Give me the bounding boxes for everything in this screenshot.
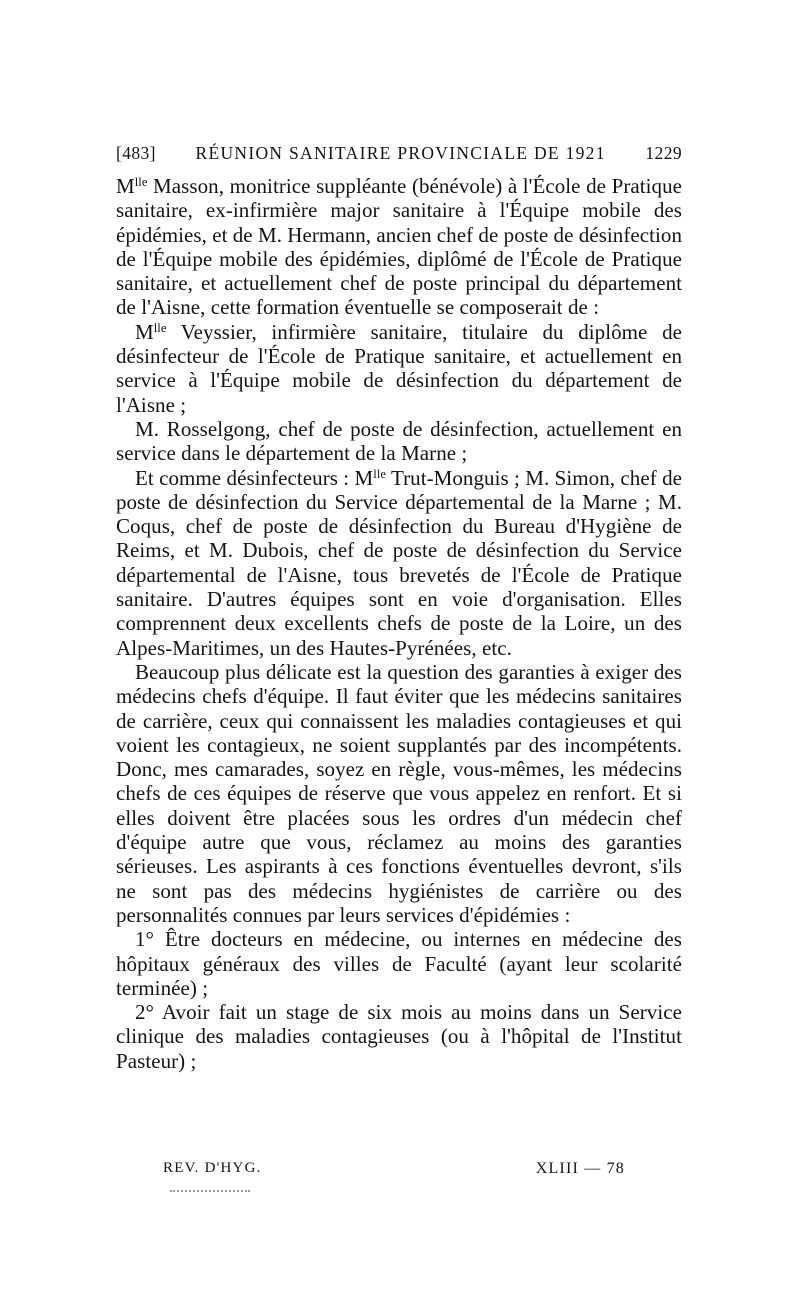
paragraph: [116, 174, 682, 320]
paragraph-text: Beaucoup plus délicate est la question des garanties à exiger des médecins chefs d'équipe. Il faut éviter que les médecins sanitaires de carrière, ceux qui connaissent les maladies contagieuses et qui voient les contagieux, ne soient supplantés par des incompétents. Donc, mes camarades, soyez en règle, vous-mêmes, les médecins chefs de ces équipes de réserve que vous appelez en renfort. Et si elles doivent être placées sous les ordres d'un médecin chef d'équipe autre que vous, réclamez au moins des garanties sérieuses. Les aspirants à ces fonctions éventuelles devront, s'ils ne sont pas des médecins hygiénistes de carrière ou des personnalités connues par leurs services d'épidémies :: [116, 659, 682, 927]
sheet-signature: XLIII — 78: [535, 1160, 625, 1177]
paragraph: [116, 927, 682, 1000]
running-title: RÉUNION SANITAIRE PROVINCIALE DE 1921: [195, 143, 606, 163]
paragraph: [116, 1000, 682, 1073]
printer-signature: REV. D'HYG.: [163, 1160, 262, 1176]
title-abbreviation: lle: [153, 320, 167, 335]
article-reference: [483]: [116, 143, 156, 163]
title-abbreviation: lle: [134, 175, 148, 190]
paragraph-text: Masson, monitrice suppléante (bénévole) à l'École de Pratique sanitaire, ex-infirmière major sanitaire à l'Équipe mobile des épidémies, et de M. Hermann, ancien chef de poste de désinfection de l'Équipe mobile des épidémies, diplômé de l'École de Pratique sanitaire, et actuellement chef de poste principal du département de l'Aisne, cette formation éventuelle se composerait de :: [116, 174, 682, 320]
print-smudge: [170, 1190, 250, 1194]
paragraph-text: Et comme désinfecteurs : M: [135, 465, 374, 490]
title-abbreviation: lle: [373, 466, 387, 481]
running-header: [116, 143, 682, 164]
body-text: [116, 174, 682, 1073]
paragraph-text: Trut-Monguis ; M. Simon, chef de poste de désinfection du Service départemental de la Marne ; M. Coqus, chef de poste de désinfection du Bureau d'Hygiène de Reims, et M. Dubois, chef de poste de désinfection du Service départemental de l'Aisne, tous brevetés de l'École de Pratique sanitaire. D'autres équipes sont en voie d'organisation. Elles comprennent deux excellents chefs de poste de la Loire, un des Alpes-Maritimes, un des Hautes-Pyrénées, etc.: [116, 465, 683, 660]
paragraph: [116, 660, 682, 927]
paragraph-text: M. Rosselgong, chef de poste de désinfection, actuellement en service dans le département de la Marne ;: [116, 416, 682, 466]
paragraph-text: 2° Avoir fait un stage de six mois au moins dans un Service clinique des maladies contagieuses (ou à l'hôpital de l'Institut Pasteur) ;: [116, 1000, 682, 1073]
paragraph-text: 1° Être docteurs en médecine, ou internes en médecine des hôpitaux généraux des villes de Faculté (ayant leur scolarité terminée) ;: [116, 927, 682, 1000]
page-footer: [163, 1160, 625, 1178]
paragraph: [116, 320, 682, 417]
paragraph-text: M: [116, 174, 135, 198]
paragraph: [116, 417, 682, 466]
page-number: 1229: [645, 143, 682, 163]
paragraph-text: Veyssier, infirmière sanitaire, titulaire du diplôme de désinfecteur de l'École de Pratique sanitaire, et actuellement en service à l'Équipe mobile de désinfection du département de l'Aisne ;: [116, 319, 682, 417]
paragraph: [116, 466, 682, 660]
paragraph-text: M: [135, 319, 154, 344]
